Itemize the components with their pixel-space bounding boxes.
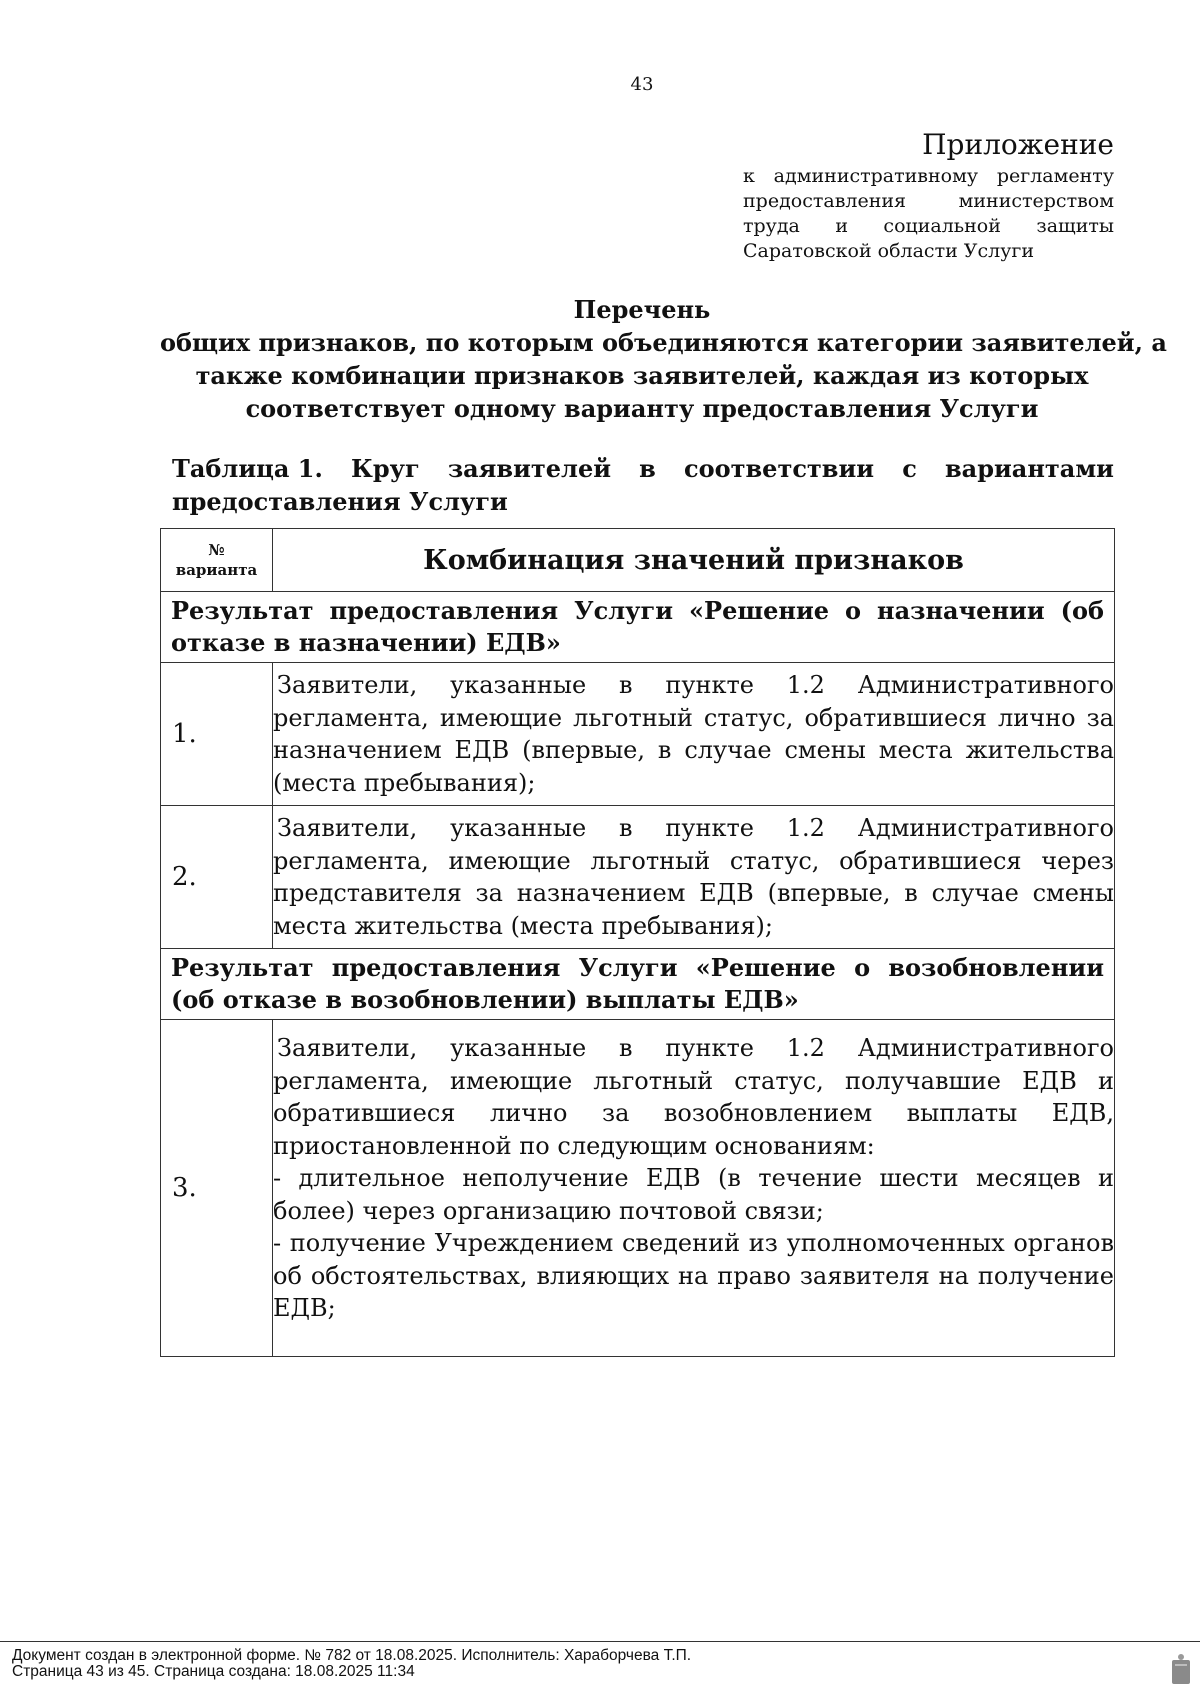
variant-text: Заявители, указанные в пункте 1.2 Административного регламента, имеющие льготный статус, обратившиеся через представителя за назначением ЕДВ (впервые, в случае смены места жительства (места пребывания); [273,814,1114,940]
variant-text: Заявители, указанные в пункте 1.2 Административного регламента, имеющие льготный статус, получавшие ЕДВ и обратившиеся лично за возобновлением выплаты ЕДВ, приостановленной по следующим основаниям: [273,1034,1114,1160]
list-heading-line: соответствует одному варианту предоставления Услуги [245,394,1039,423]
table-caption-line2: предоставления Услуги [172,487,508,516]
header-num-label: варианта [175,561,258,579]
caption-word: в [639,454,656,483]
header-combination: Комбинация значений признаков [273,529,1115,592]
variant-text: Заявители, указанные в пункте 1.2 Административного регламента, имеющие льготный статус, обратившиеся лично за назначением ЕДВ (впервые, в случае смены места жительства (места пребывания); [273,671,1114,797]
appendix-subtitle: к административному регламенту предоставления министерством труда и социальной защиты Саратовской области Услуги [743,165,1114,262]
table-row [161,806,1115,949]
emblem-icon [1170,1652,1192,1686]
list-heading-line: также комбинации признаков заявителей, каждая из которых [195,361,1089,390]
header-variant-number [161,529,273,592]
table-header-row [161,529,1115,592]
list-heading-line: общих признаков, по которым объединяются категории заявителей, а [160,328,1167,357]
variant-description [273,806,1115,949]
footer-line: Документ создан в электронной форме. № 782 от 18.08.2025. Исполнитель: Хараборчева Т.П. [12,1647,692,1664]
variant-number: 1. [161,663,273,806]
list-heading [160,293,1167,425]
variant-text: - длительное неполучение ЕДВ (в течение шести месяцев и более) через организацию почтовой связи; [273,1164,1114,1225]
caption-word: соответствии [684,454,875,483]
section-title: Результат предоставления Услуги «Решение о назначении (об отказе в назначении) ЕДВ» [161,592,1115,663]
caption-word: заявителей [447,454,612,483]
section-row [161,592,1115,663]
table-caption [172,452,1114,518]
table-caption-line1 [172,452,1114,485]
section-row [161,949,1115,1020]
appendix-title: Приложение [922,128,1114,161]
variant-text: - получение Учреждением сведений из уполномоченных органов об обстоятельствах, влияющих на право заявителя на получение ЕДВ; [273,1229,1114,1322]
table-row [161,1020,1115,1357]
variant-number: 3. [161,1020,273,1357]
caption-word: Круг [350,454,420,483]
variant-description [273,663,1115,806]
variants-table [160,528,1115,1357]
page-number: 43 [630,74,654,95]
caption-word: вариантами [944,454,1114,483]
caption-word: Таблица 1. [172,454,323,483]
caption-word: с [902,454,917,483]
section-title: Результат предоставления Услуги «Решение о возобновлении (об отказе в возобновлении) выплаты ЕДВ» [161,949,1115,1020]
variant-description [273,1020,1115,1357]
footer-line: Страница 43 из 45. Страница создана: 18.08.2025 11:34 [12,1663,415,1680]
table-row [161,663,1115,806]
footer-divider [0,1641,1200,1642]
header-num-symbol: № [208,541,225,559]
variant-number: 2. [161,806,273,949]
list-heading-line: Перечень [573,295,711,324]
footer [12,1648,691,1680]
